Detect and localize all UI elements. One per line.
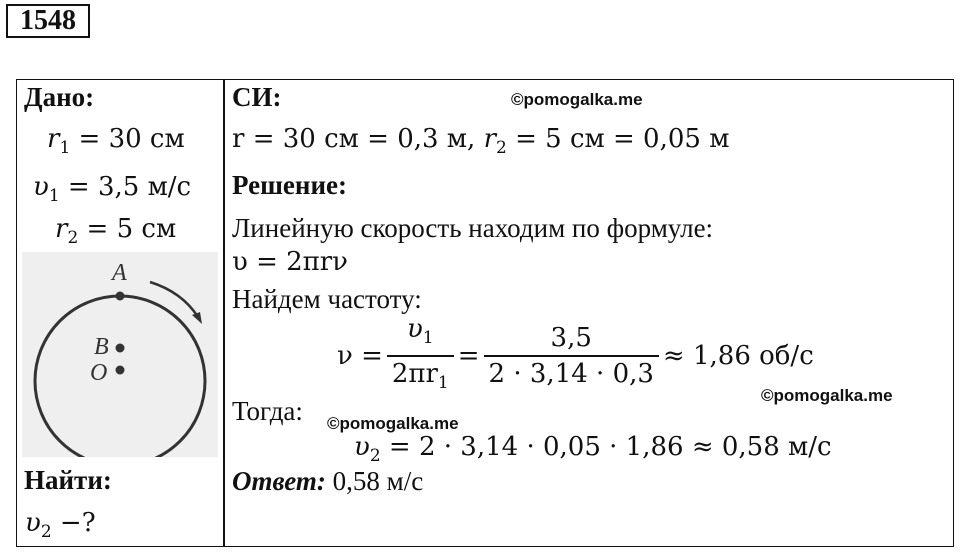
answer-label: Ответ: xyxy=(232,466,326,496)
label-o: O xyxy=(90,360,108,386)
column-divider xyxy=(223,80,225,546)
circle-diagram xyxy=(22,252,218,457)
point-b xyxy=(116,344,125,353)
then-text: Тогда: xyxy=(232,396,303,426)
answer-value: 0,58 м/с xyxy=(325,466,424,496)
given-label: Дано: xyxy=(24,82,95,112)
si-label: СИ: xyxy=(232,82,282,112)
watermark-top: ©pomogalka.me xyxy=(511,90,643,109)
solution-label: Решение: xyxy=(232,170,347,200)
fraction-symbolic: $\frac{\upsilon_1}{2\pi r_1}$ xyxy=(387,314,454,398)
given-r2: $r_2 = 5$ см xyxy=(55,214,177,248)
formula-linear-speed: υ = 2πrν xyxy=(232,247,348,277)
watermark-right: ©pomogalka.me xyxy=(761,386,893,405)
solution-table xyxy=(16,79,954,547)
point-o xyxy=(116,366,125,375)
watermark-middle: ©pomogalka.me xyxy=(327,414,459,433)
label-a: A xyxy=(112,260,127,286)
find-frequency-text: Найдем частоту: xyxy=(232,284,422,314)
rotation-arrow xyxy=(150,282,198,317)
find-value: $\upsilon_2$ −? xyxy=(25,508,96,542)
label-b: B xyxy=(94,334,109,360)
answer-line xyxy=(232,466,423,497)
frequency-equation: ν = $\frac{\upsilon_1}{2\pi r_1}$ = $\frac{3,5}{2 \cdot 3,14 \cdot 0,3}$ ≈ 1,86 об/с xyxy=(337,314,814,398)
formula-intro-text: Линейную скорость находим по формуле: xyxy=(232,213,714,243)
point-a xyxy=(116,292,125,301)
find-label: Найти: xyxy=(24,465,112,495)
v2-equation: $\upsilon_2 = 2 \cdot 3,14 \cdot 0,05 \cdot 1,86 \approx 0,58$ м/с xyxy=(354,432,832,466)
given-v1: $\upsilon_1 = 3,5$ м/с xyxy=(33,172,192,206)
circle-figure xyxy=(22,252,218,457)
arrow-head-icon xyxy=(192,312,202,324)
si-conversion: r = 30 см = 0,3 м, $r_2 = 5$ см = 0,05 м xyxy=(232,124,730,158)
given-r1: $r_1 = 30$ см xyxy=(47,124,185,158)
fraction-numeric: $\frac{3,5}{2 \cdot 3,14 \cdot 0,3}$ xyxy=(484,323,659,389)
circle-outline xyxy=(35,296,205,457)
task-number: 1548 xyxy=(6,4,90,38)
